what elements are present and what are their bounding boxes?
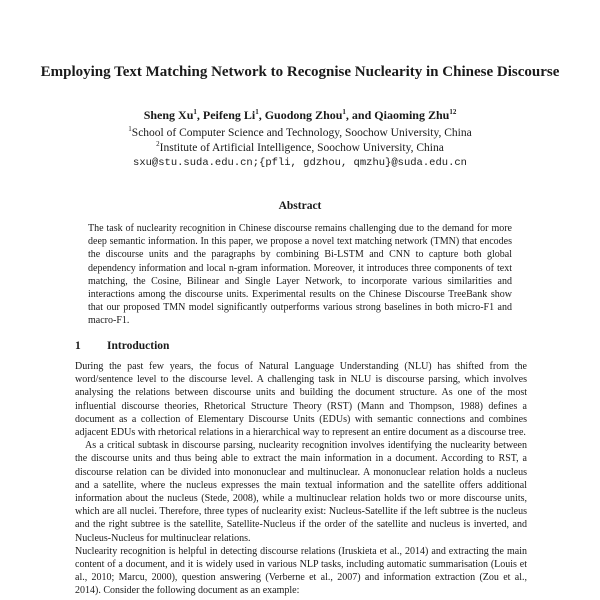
body-paragraph: As a critical subtask in discourse parsing, nuclearity recognition involves identifying the nuclearity between the discourse units and thus being able to extract the main information in a document. According to RST, a discourse relation can be divided into mononuclear and multinuclear. A mononuclear relation holds a nucleus and a satellite, where the nucleus expresses the main textual information and the satellite offers additional information about the nucleus (Stede, 2008), while a multinuclear relation holds two or more discourse units, which are all nuclei. Therefore, three types of nuclearity exist: Nucleus-Satellite if the left subtree is the nucleus and the right subtree is the satellite, Satellite-Nucleus if the order of the satellite and nucleus is inverted, and Nucleus-Nucleus for multinuclear relations. <box>75 440 527 544</box>
section-title: Introduction <box>107 340 170 352</box>
affiliation <box>40 126 560 141</box>
author-separator: , and <box>345 108 375 122</box>
author-name: Peifeng Li <box>202 108 256 122</box>
author-name: Qiaoming Zhu <box>374 108 450 122</box>
author-list <box>40 107 560 123</box>
affiliation-text: School of Computer Science and Technology, Soochow University, China <box>131 127 472 139</box>
abstract-heading: Abstract <box>278 200 322 212</box>
body-paragraph: Nuclearity recognition is helpful in detecting discourse relations (Iruskieta et al., 2014) and extracting the main content of a document, and it is widely used in various NLP tasks, including automatic summarisation (Louis et al., 2010; Marcu, 2000), question answering (Verberne et al., 2007) and information extraction (Zou et al., 2014). Consider the following document as an example: <box>75 545 527 597</box>
author-separator: , <box>196 108 203 122</box>
affiliation-mark: 2 <box>156 140 160 149</box>
section-heading <box>75 340 169 352</box>
section-body <box>75 360 527 598</box>
author-name: Sheng Xu <box>143 108 194 122</box>
abstract-text: The task of nuclearity recognition in Chinese discourse remains challenging due to the demand for more deep semantic information. In this paper, we propose a novel text matching network (TMN) that encodes the discourse units and the paragraphs by combining Bi-LSTM and CNN to capture both global dependency information and local n-gram information. Moreover, it introduces three components of text matching, the Cosine, Bilinear and Single Layer Network, to incorporate various similarities and interactions among the discourse units. Experimental results on the Chinese Discourse TreeBank show that our proposed TMN model significantly outperforms various strong baselines in both micro-F1 and macro-F1. <box>88 223 512 327</box>
affiliation <box>40 141 560 156</box>
author-name: Guodong Zhou <box>264 108 343 122</box>
affiliation-text: Institute of Artificial Intelligence, Soochow University, China <box>159 142 444 154</box>
author-affil-mark: 12 <box>449 108 457 116</box>
author-separator: , <box>258 108 265 122</box>
author-emails: sxu@stu.suda.edu.cn;{pfli, gdzhou, qmzhu}@suda.edu.cn <box>133 157 467 169</box>
author-affil-mark: 1 <box>342 108 346 116</box>
affiliation-mark: 1 <box>128 125 132 134</box>
author-affil-mark: 1 <box>193 108 197 116</box>
body-paragraph: During the past few years, the focus of Natural Language Understanding (NLU) has shifted from the word/sentence level to the discourse level. A challenging task in NLU is discourse parsing, which involves analysing the relations between discourse units and building the document structure. As one of the most influential discourse theories, Rhetorical Structure Theory (RST) (Mann and Thompson, 1988) defines a document as a collection of Elementary Discourse Units (EDUs) with semantic connections and combines adjacent EDUs with rhetorical relations in a hierarchical way to represent an entire document as a discourse tree. <box>75 361 527 439</box>
author-affil-mark: 1 <box>255 108 259 116</box>
section-number: 1 <box>75 340 81 352</box>
paper-title: Employing Text Matching Network to Recognise Nuclearity in Chinese Discourse <box>40 64 560 80</box>
